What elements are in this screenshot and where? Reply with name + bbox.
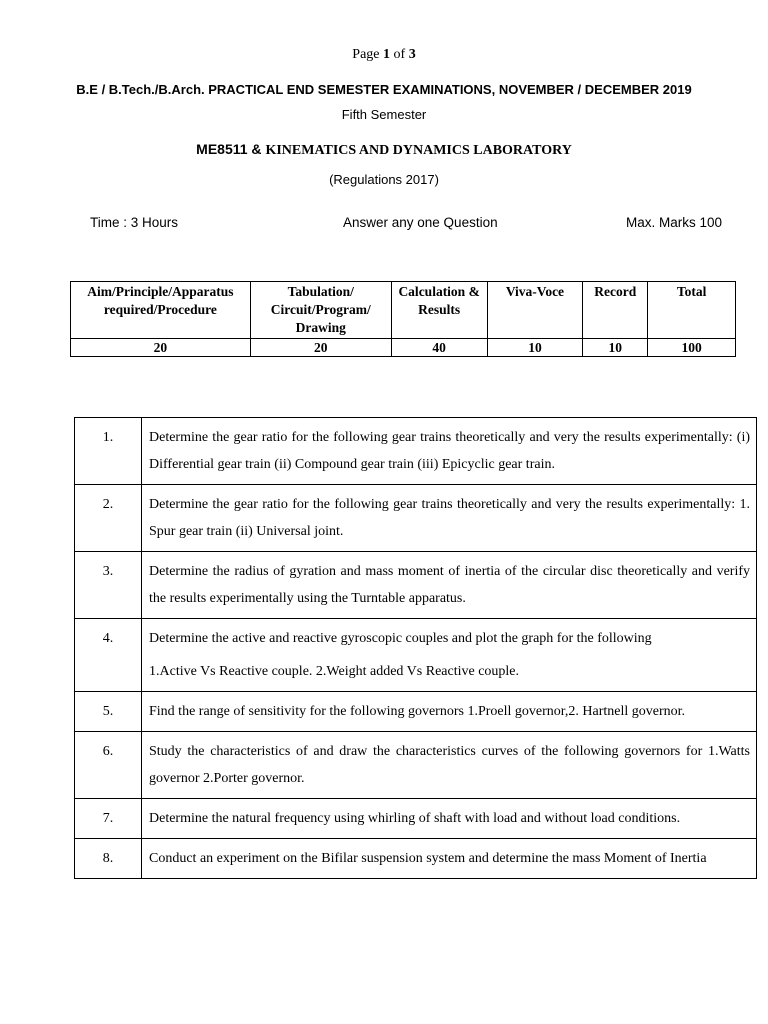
question-number: 7. xyxy=(75,799,142,839)
question-row xyxy=(75,732,757,799)
marks-header: Total xyxy=(648,282,736,339)
question-number: 5. xyxy=(75,692,142,732)
question-number: 2. xyxy=(75,485,142,552)
page-total: 3 xyxy=(408,47,416,62)
question-text: Determine the gear ratio for the following gear trains theoretically and very the results experimentally: 1. Spur gear train (ii) Universal joint. xyxy=(142,485,757,552)
page-of: of xyxy=(390,47,409,62)
question-row xyxy=(75,552,757,619)
course-code: ME8511 & xyxy=(196,141,266,157)
marks-distribution-table xyxy=(70,281,736,357)
page-current: 1 xyxy=(383,47,391,62)
marks-header: Calculation & Results xyxy=(391,282,487,339)
page-number xyxy=(0,47,768,63)
question-text: Determine the radius of gyration and mass moment of inertia of the circular disc theoretically and verify the results experimentally using the Turntable apparatus. xyxy=(142,552,757,619)
question-number: 1. xyxy=(75,418,142,485)
question-text: Determine the natural frequency using whirling of shaft with load and without load conditions. xyxy=(142,799,757,839)
marks-value: 100 xyxy=(648,339,736,357)
question-row xyxy=(75,799,757,839)
regulations: (Regulations 2017) xyxy=(329,172,439,187)
max-marks: Max. Marks 100 xyxy=(626,215,723,230)
question-row xyxy=(75,692,757,732)
marks-value-row xyxy=(71,339,736,357)
question-row xyxy=(75,619,757,692)
exam-time: Time : 3 Hours xyxy=(90,215,179,230)
course-name: KINEMATICS AND DYNAMICS LABORATORY xyxy=(265,143,572,158)
marks-value: 10 xyxy=(583,339,648,357)
semester: Fifth Semester xyxy=(341,107,427,122)
marks-value: 10 xyxy=(487,339,583,357)
question-number: 4. xyxy=(75,619,142,692)
question-row xyxy=(75,485,757,552)
page-prefix: Page xyxy=(352,47,384,62)
questions-table xyxy=(74,417,757,879)
question-text: Find the range of sensitivity for the following governors 1.Proell governor,2. Hartnell governor. xyxy=(142,692,757,732)
question-row xyxy=(75,839,757,879)
question-number: 3. xyxy=(75,552,142,619)
question-text: Study the characteristics of and draw the characteristics curves of the following governors for 1.Watts governor 2.Porter governor. xyxy=(142,732,757,799)
marks-header: Viva-Voce xyxy=(487,282,583,339)
marks-value: 20 xyxy=(250,339,391,357)
marks-header: Aim/Principle/Apparatus required/Procedure xyxy=(71,282,251,339)
question-row xyxy=(75,418,757,485)
question-number: 8. xyxy=(75,839,142,879)
question-text: Conduct an experiment on the Bifilar suspension system and determine the mass Moment of Inertia xyxy=(142,839,757,879)
question-text-line2: 1.Active Vs Reactive couple. 2.Weight added Vs Reactive couple. xyxy=(149,664,520,679)
question-number: 6. xyxy=(75,732,142,799)
question-text: Determine the gear ratio for the following gear trains theoretically and very the results experimentally: (i) Differential gear train (ii) Compound gear train (iii) Epicyclic gear train. xyxy=(142,418,757,485)
marks-header: Tabulation/ Circuit/Program/ Drawing xyxy=(250,282,391,339)
marks-header: Record xyxy=(583,282,648,339)
question-text-block xyxy=(142,619,757,692)
marks-value: 40 xyxy=(391,339,487,357)
instruction: Answer any one Question xyxy=(343,215,498,230)
marks-header-row xyxy=(71,282,736,339)
course-title xyxy=(0,141,768,159)
marks-value: 20 xyxy=(71,339,251,357)
question-text: Determine the active and reactive gyroscopic couples and plot the graph for the following xyxy=(149,631,652,646)
exam-title: B.E / B.Tech./B.Arch. PRACTICAL END SEMESTER EXAMINATIONS, NOVEMBER / DECEMBER 2019 xyxy=(76,82,692,97)
